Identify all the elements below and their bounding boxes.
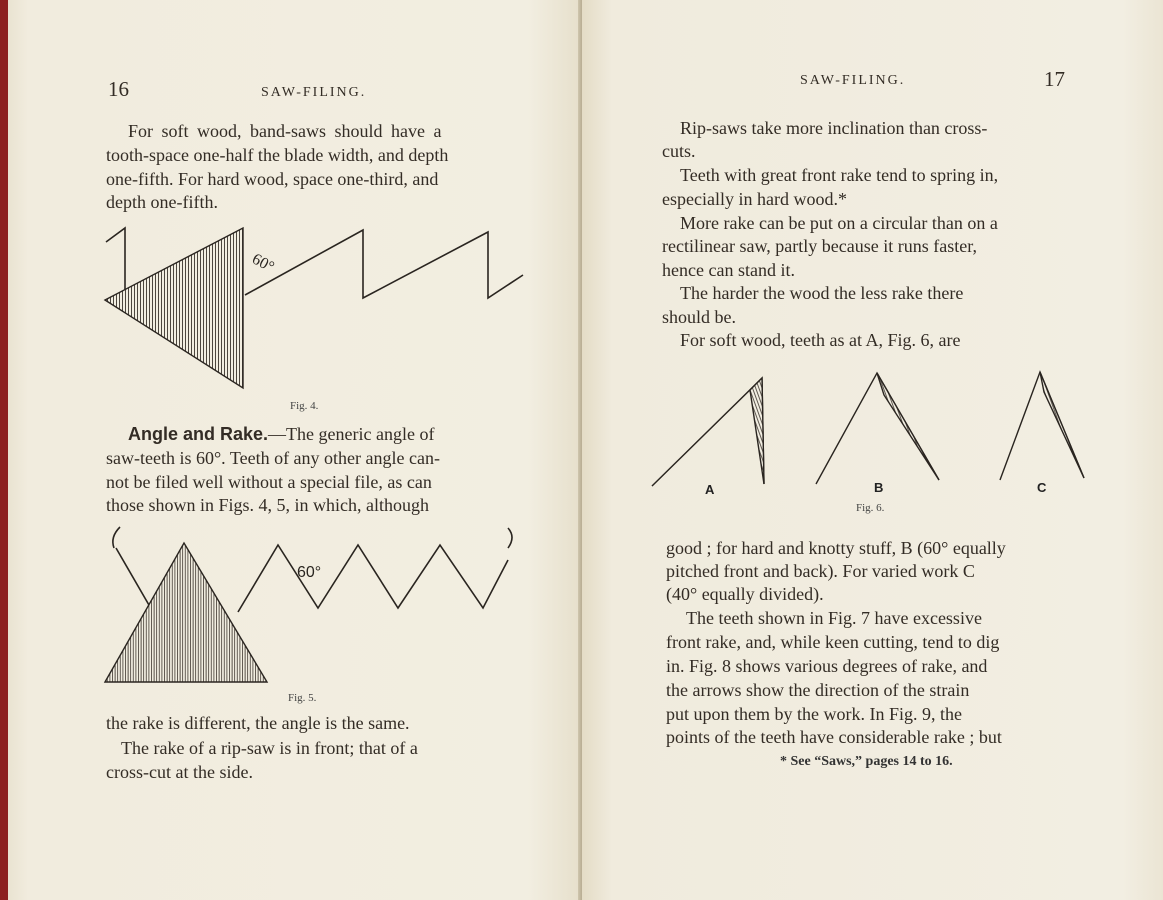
file-triangle [105, 543, 267, 682]
figure-caption: Fig. 5. [288, 692, 317, 704]
text-line: especially in hard wood.* [662, 189, 847, 209]
figure-label-b: B [874, 480, 884, 495]
tooth-a [652, 378, 764, 486]
right-page [582, 0, 1163, 900]
text-line: points of the teeth have considerable rake ; but [666, 727, 1002, 747]
text-line: the arrows show the direction of the strain [666, 680, 970, 700]
text-line: Rip-saws take more inclination than cross- [680, 118, 988, 138]
text-line: depth one-fifth. [106, 192, 218, 212]
tooth-b [816, 373, 939, 484]
figure-caption: Fig. 6. [856, 502, 885, 514]
running-head: SAW-FILING. [261, 85, 367, 100]
text-line: the rake is different, the angle is the same. [106, 713, 410, 733]
text-line: hence can stand it. [662, 260, 795, 280]
text-line: good ; for hard and knotty stuff, B (60° equally [666, 538, 1006, 558]
text-line: For soft wood, teeth as at A, Fig. 6, are [680, 330, 961, 350]
angle-label: 60° [297, 564, 322, 581]
text-line: front rake, and, while keen cutting, tend to dig [666, 632, 1000, 652]
page-number: 16 [108, 77, 129, 101]
text-line: (40° equally divided). [666, 584, 824, 604]
left-page [8, 0, 582, 900]
figure-label-a: A [705, 482, 715, 497]
text-line: The harder the wood the less rake there [680, 283, 964, 303]
text-line: —The generic angle of [268, 424, 435, 444]
text-line: The rake of a rip-saw is in front; that of a [121, 738, 418, 758]
text-line: For soft wood, band-saws should have a [128, 121, 442, 141]
footnote: * See “Saws,” pages 14 to 16. [780, 754, 953, 769]
text-line: cross-cut at the side. [106, 762, 253, 782]
text-line: put upon them by the work. In Fig. 9, the [666, 704, 962, 724]
text-line: tooth-space one-half the blade width, and depth [106, 145, 449, 165]
text-line: should be. [662, 307, 736, 327]
page-number: 17 [1044, 67, 1065, 91]
figure-label-c: C [1037, 480, 1047, 495]
section-heading: Angle and Rake. [128, 424, 269, 444]
text-line: saw-teeth is 60°. Teeth of any other angle can- [106, 448, 440, 468]
text-line: those shown in Figs. 4, 5, in which, although [106, 495, 429, 515]
figure-5-saw-teeth [8, 0, 582, 900]
text-line: rectilinear saw, partly because it runs faster, [662, 236, 977, 256]
text-line: The teeth shown in Fig. 7 have excessive [686, 608, 982, 628]
angle-label: 60° [249, 250, 277, 277]
book-cover-edge [0, 0, 8, 900]
text-line: More rake can be put on a circular than on a [680, 213, 998, 233]
text-line: not be filed well without a special file, as can [106, 472, 432, 492]
text-line: pitched front and back). For varied work C [666, 561, 975, 581]
tooth-c [1000, 372, 1084, 480]
figure-caption: Fig. 4. [290, 400, 319, 412]
text-line: cuts. [662, 141, 696, 161]
running-head: SAW-FILING. [800, 73, 906, 88]
text-line: one-fifth. For hard wood, space one-third, and [106, 169, 439, 189]
text-line: in. Fig. 8 shows various degrees of rake, and [666, 656, 988, 676]
text-line: Teeth with great front rake tend to spring in, [680, 165, 999, 185]
